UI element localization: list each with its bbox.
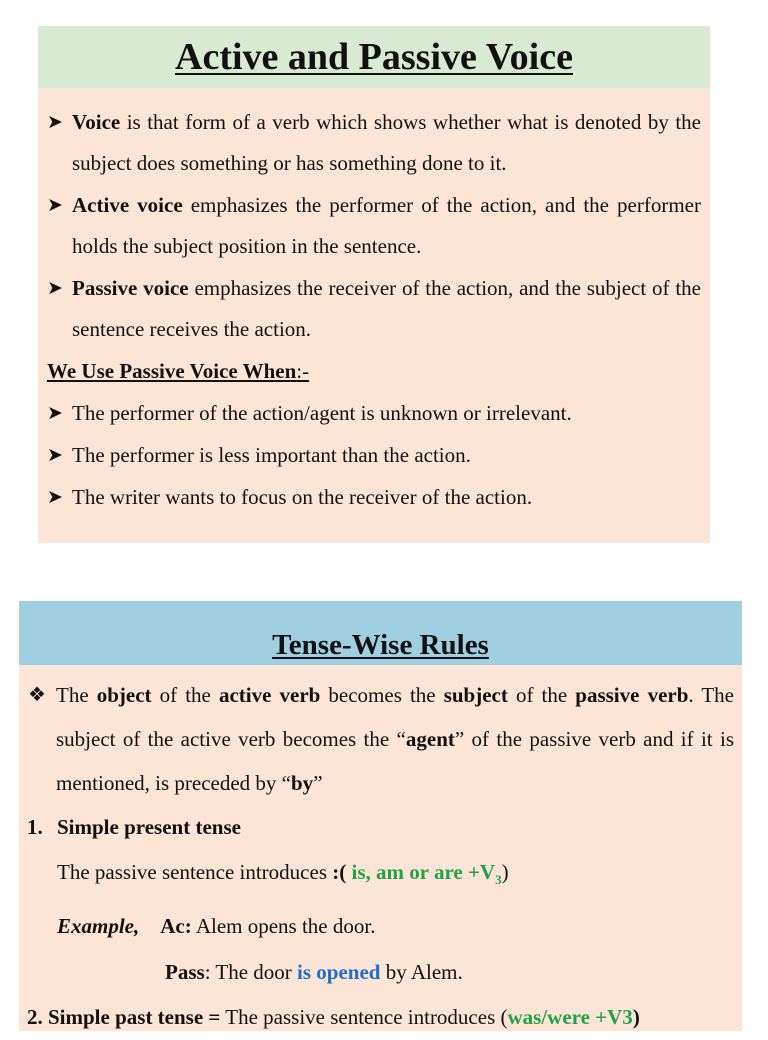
formula-text: was/were +V3 bbox=[507, 1005, 633, 1029]
rule-keyword: agent bbox=[405, 727, 455, 751]
example-passive bbox=[27, 950, 734, 994]
term-active-voice: Active voice bbox=[72, 193, 183, 217]
when-item-text: The performer of the action/agent is unknown or irrelevant. bbox=[72, 401, 572, 425]
rule-keyword: subject bbox=[443, 683, 508, 707]
rules-banner bbox=[19, 601, 742, 665]
definition-card bbox=[38, 26, 710, 543]
bullet-active-voice bbox=[47, 185, 701, 267]
example-label: Example, bbox=[57, 914, 140, 938]
simple-past-heading bbox=[27, 994, 734, 1040]
rule-text: The bbox=[56, 683, 97, 707]
formula-subscript: 3 bbox=[495, 872, 502, 887]
when-item bbox=[47, 393, 701, 434]
rule-keyword: object bbox=[96, 683, 152, 707]
arrow-bullet-icon: ➤ bbox=[47, 112, 63, 133]
tense-heading: Simple present tense bbox=[57, 815, 241, 839]
rule-keyword: by bbox=[291, 771, 314, 795]
rule-keyword: verb bbox=[647, 683, 689, 707]
rules-body bbox=[19, 665, 742, 1040]
formula-close: ) bbox=[632, 1005, 640, 1029]
page-title: Active and Passive Voice bbox=[175, 36, 573, 78]
term-passive-voice: Passive voice bbox=[72, 276, 189, 300]
rules-title: Tense-Wise Rules bbox=[272, 628, 489, 661]
definition-body bbox=[38, 88, 710, 518]
passive-sentence-end: by Alem. bbox=[380, 960, 463, 984]
rule-text bbox=[639, 683, 647, 707]
formula-text: is, am or are +V bbox=[346, 860, 496, 884]
arrow-bullet-icon: ➤ bbox=[47, 195, 63, 216]
rule-text: . The subject of the active verb becomes the “ bbox=[56, 683, 734, 751]
rule-text: of the bbox=[507, 683, 576, 707]
rule-text: ” of the passive verb and if it is mentioned, is preceded by “ bbox=[56, 727, 734, 795]
general-rule bbox=[27, 673, 734, 805]
when-item-text: The performer is less important than the action. bbox=[72, 443, 471, 467]
list-number: 2. bbox=[27, 1005, 43, 1029]
passive-sentence-start: : The door bbox=[204, 960, 298, 984]
arrow-bullet-icon: ➤ bbox=[47, 278, 63, 299]
when-heading-suffix: :- bbox=[296, 359, 310, 383]
example-active bbox=[27, 903, 734, 950]
rule-keyword: active verb bbox=[218, 683, 321, 707]
arrow-bullet-icon: ➤ bbox=[47, 487, 63, 508]
formula-intro: The passive sentence introduces bbox=[57, 860, 333, 884]
formula-close: ) bbox=[501, 860, 509, 884]
formula-open: :( bbox=[332, 860, 347, 884]
arrow-bullet-icon: ➤ bbox=[47, 403, 63, 424]
when-item-text: The writer wants to focus on the receiver of the action. bbox=[72, 485, 533, 509]
active-label: Ac: bbox=[160, 914, 192, 938]
when-item bbox=[47, 477, 701, 518]
rule-text: of the bbox=[151, 683, 219, 707]
when-item bbox=[47, 435, 701, 476]
simple-present-formula bbox=[27, 849, 734, 903]
title-banner bbox=[38, 26, 710, 88]
rule-text: ” bbox=[313, 771, 323, 795]
rule-text: becomes the bbox=[320, 683, 444, 707]
passive-label: Pass bbox=[165, 960, 205, 984]
definition-text: emphasizes the performer of the action, and the performer holds the subject position in the sentence. bbox=[72, 193, 701, 258]
definition-text: is that form of a verb which shows whether what is denoted by the subject does something or has something done to it. bbox=[72, 110, 701, 175]
arrow-bullet-icon: ➤ bbox=[47, 445, 63, 466]
rule-keyword: passive bbox=[575, 683, 640, 707]
rules-card bbox=[19, 601, 742, 1031]
tense-heading: Simple past tense = bbox=[48, 1005, 221, 1029]
definition-text: emphasizes the receiver of the action, and the subject of the sentence receives the action. bbox=[72, 276, 701, 341]
term-voice: Voice bbox=[72, 110, 121, 134]
when-heading bbox=[47, 351, 701, 391]
diamond-bullet-icon: ❖ bbox=[28, 684, 46, 706]
when-heading-text: We Use Passive Voice When bbox=[47, 359, 297, 383]
passive-verb: is opened bbox=[297, 960, 381, 984]
list-number: 1. bbox=[27, 815, 43, 839]
bullet-voice bbox=[47, 102, 701, 184]
bullet-passive-voice bbox=[47, 268, 701, 350]
active-sentence: Alem opens the door. bbox=[191, 914, 376, 938]
simple-present-heading bbox=[27, 805, 734, 849]
formula-intro: The passive sentence introduces ( bbox=[220, 1005, 508, 1029]
